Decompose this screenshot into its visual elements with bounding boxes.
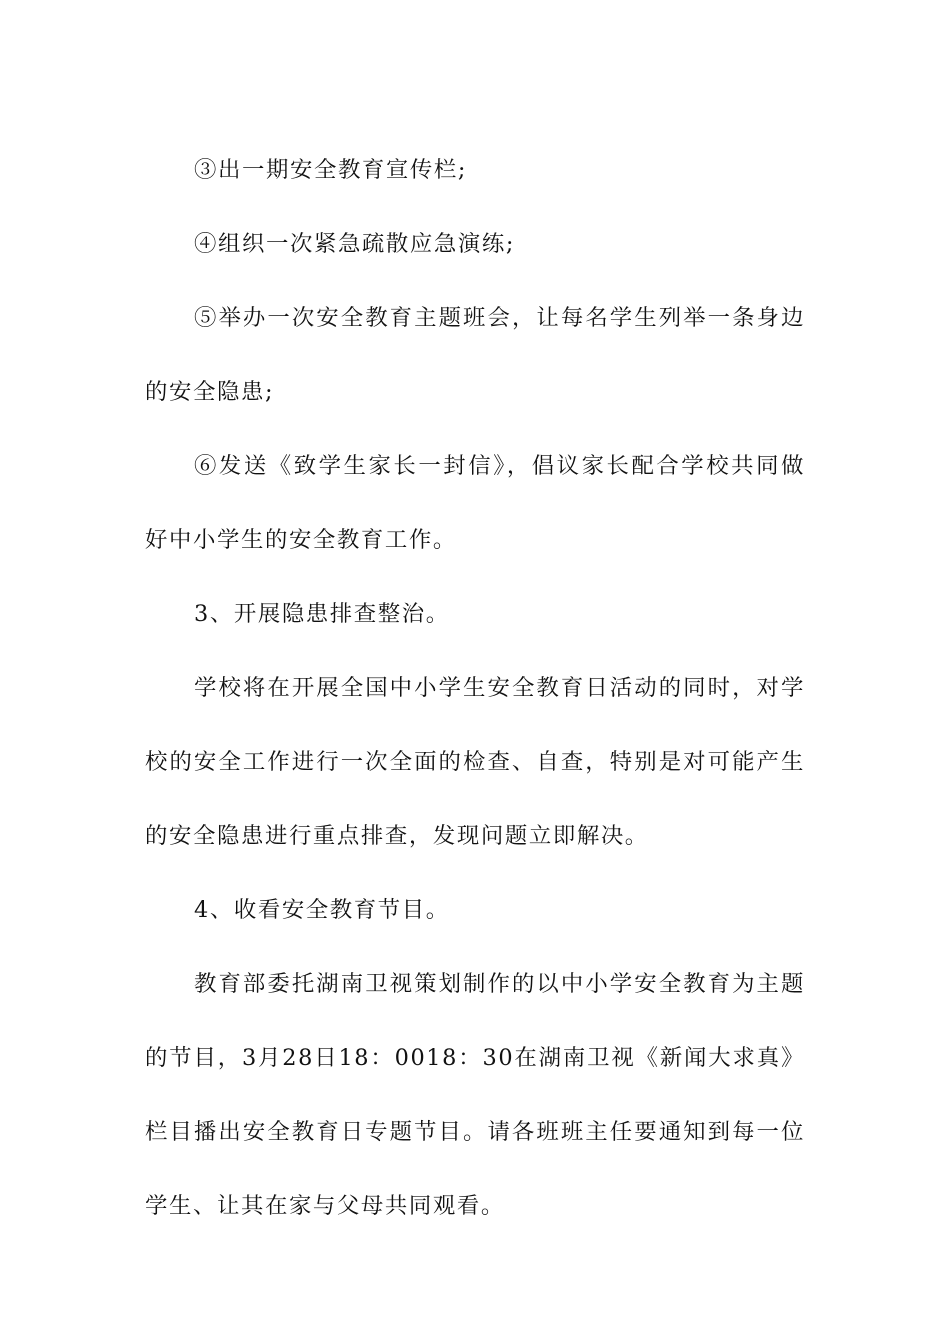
document-body [145,133,805,1243]
paragraph-item-4: ④组织一次紧急疏散应急演练; [194,231,516,257]
paragraph-item-6: ⑥发送《致学生家长一封信》，倡议家长配合学校共同做好中小学生的安全教育工作。 [145,453,805,553]
paragraph-hazard-inspection: 学校将在开展全国中小学生安全教育日活动的同时，对学校的安全工作进行一次全面的检查、自查，特别是对可能产生的安全隐患进行重点排查，发现问题立即解决。 [145,675,805,849]
section-heading-3: 3、开展隐患排查整治。 [194,601,450,627]
paragraph-item-5: ⑤举办一次安全教育主题班会，让每名学生列举一条身边的安全隐患; [145,305,805,405]
paragraph-item-3: ③出一期安全教育宣传栏; [194,157,468,183]
paragraph-tv-program: 教育部委托湖南卫视策划制作的以中小学安全教育为主题的节目，3月28日18：0018：30在湖南卫视《新闻大求真》栏目播出安全教育日专题节目。请各班班主任要通知到每一位学生、让其在家与父母共同观看。 [145,971,805,1219]
section-heading-4: 4、收看安全教育节目。 [194,897,450,923]
